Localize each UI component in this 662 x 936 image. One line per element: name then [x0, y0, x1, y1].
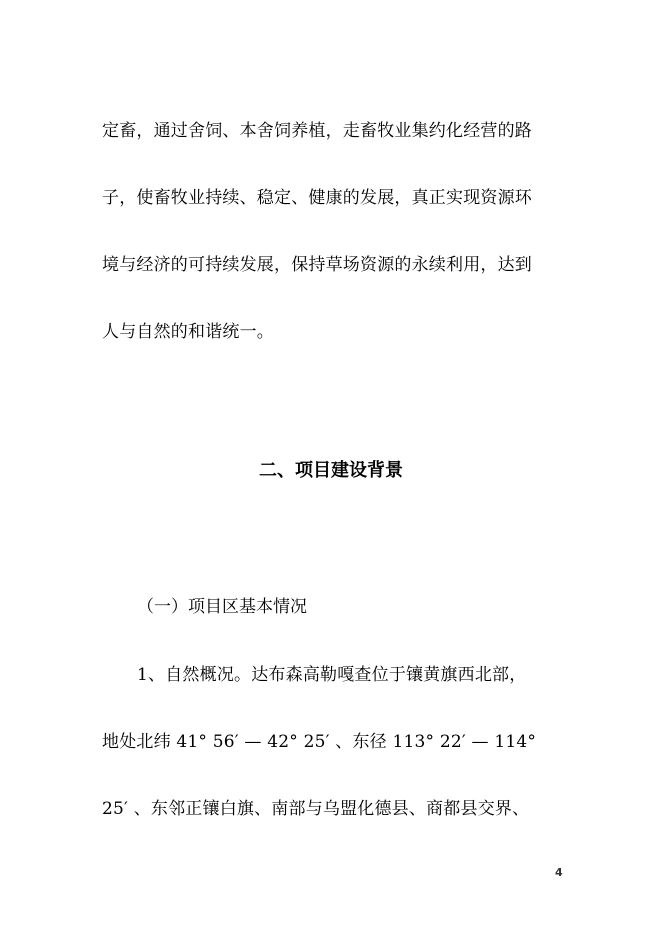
- paragraph-line: 人与自然的和谐统一。: [102, 322, 274, 342]
- page-number: 4: [555, 866, 563, 879]
- paragraph-line: 子，使畜牧业持续、稳定、健康的发展，真正实现资源环: [102, 188, 532, 208]
- paragraph-line: 1、自然概况。达布森高勒嘎查位于镶黄旗西北部，: [137, 665, 527, 685]
- paragraph-line: 25′ 、东邻正镶白旗、南部与乌盟化德县、商都县交界、: [102, 799, 530, 819]
- section-heading: 二、项目建设背景: [259, 460, 403, 481]
- paragraph-line: 定畜，通过舍饲、本舍饲养植，走畜牧业集约化经营的路: [102, 121, 532, 141]
- paragraph-line: 地处北纬 41° 56′ — 42° 25′ 、东径 113° 22′ — 114°: [102, 732, 537, 752]
- paragraph-line: 境与经济的可持续发展，保持草场资源的永续利用，达到: [102, 255, 532, 275]
- subsection-heading: （一）项目区基本情况: [137, 597, 307, 617]
